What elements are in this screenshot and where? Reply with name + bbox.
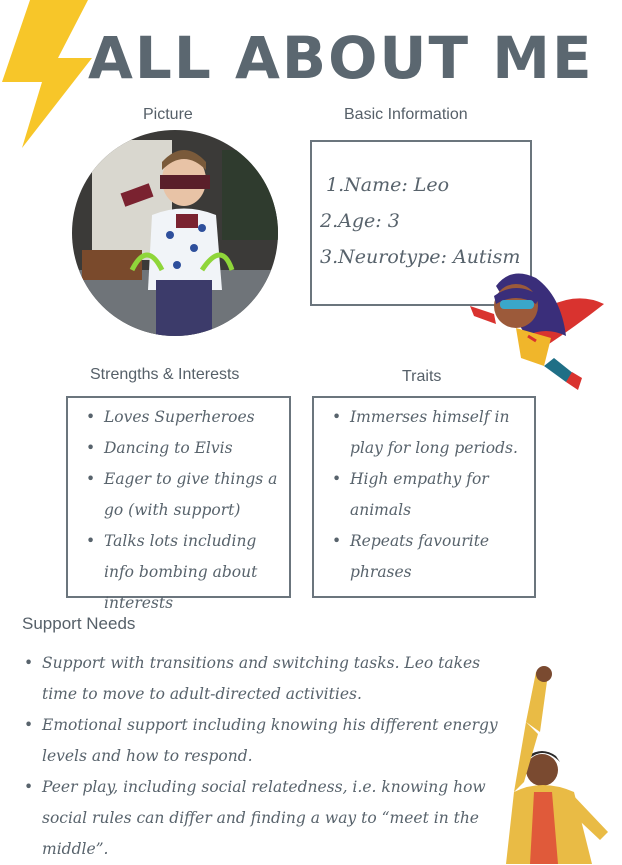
woman-raised-fist-illustration	[504, 662, 622, 864]
strength-item: • Eager to give things a go (with support)	[82, 464, 283, 526]
trait-item: • High empathy for animals	[328, 464, 528, 526]
traits-box	[312, 396, 536, 598]
info-neurotype: 3.Neurotype: Autism	[320, 246, 521, 268]
profile-photo	[72, 130, 278, 336]
strengths-heading: Strengths & Interests	[90, 366, 240, 383]
page-title: ALL ABOUT ME	[88, 24, 594, 92]
traits-heading: Traits	[402, 368, 442, 385]
superhero-girl-illustration	[466, 266, 606, 396]
support-need-item: • Emotional support including knowing his different energy levels and how to respond.	[20, 710, 510, 772]
info-name: 1.Name: Leo	[326, 174, 450, 196]
picture-heading: Picture	[143, 106, 193, 123]
strength-item: • Talks lots including info bombing about interests	[82, 526, 283, 619]
strength-item: • Loves Superheroes	[82, 402, 283, 433]
trait-item: • Immerses himself in play for long periods.	[328, 402, 528, 464]
strengths-box	[66, 396, 291, 612]
support-needs-heading: Support Needs	[22, 614, 136, 633]
support-need-item: • Support with transitions and switching tasks. Leo takes time to move to adult-directed activities.	[20, 648, 510, 710]
trait-item: • Repeats favourite phrases	[328, 526, 528, 588]
strength-item: • Dancing to Elvis	[82, 433, 283, 464]
lightning-bolt-icon	[0, 0, 100, 150]
info-age: 2.Age: 3	[320, 210, 400, 232]
basic-info-heading: Basic Information	[344, 106, 468, 123]
support-need-item: • Peer play, including social relatedness, i.e. knowing how social rules can differ and finding a way to “meet in the middle”.	[20, 772, 510, 865]
support-needs-list	[20, 648, 510, 865]
